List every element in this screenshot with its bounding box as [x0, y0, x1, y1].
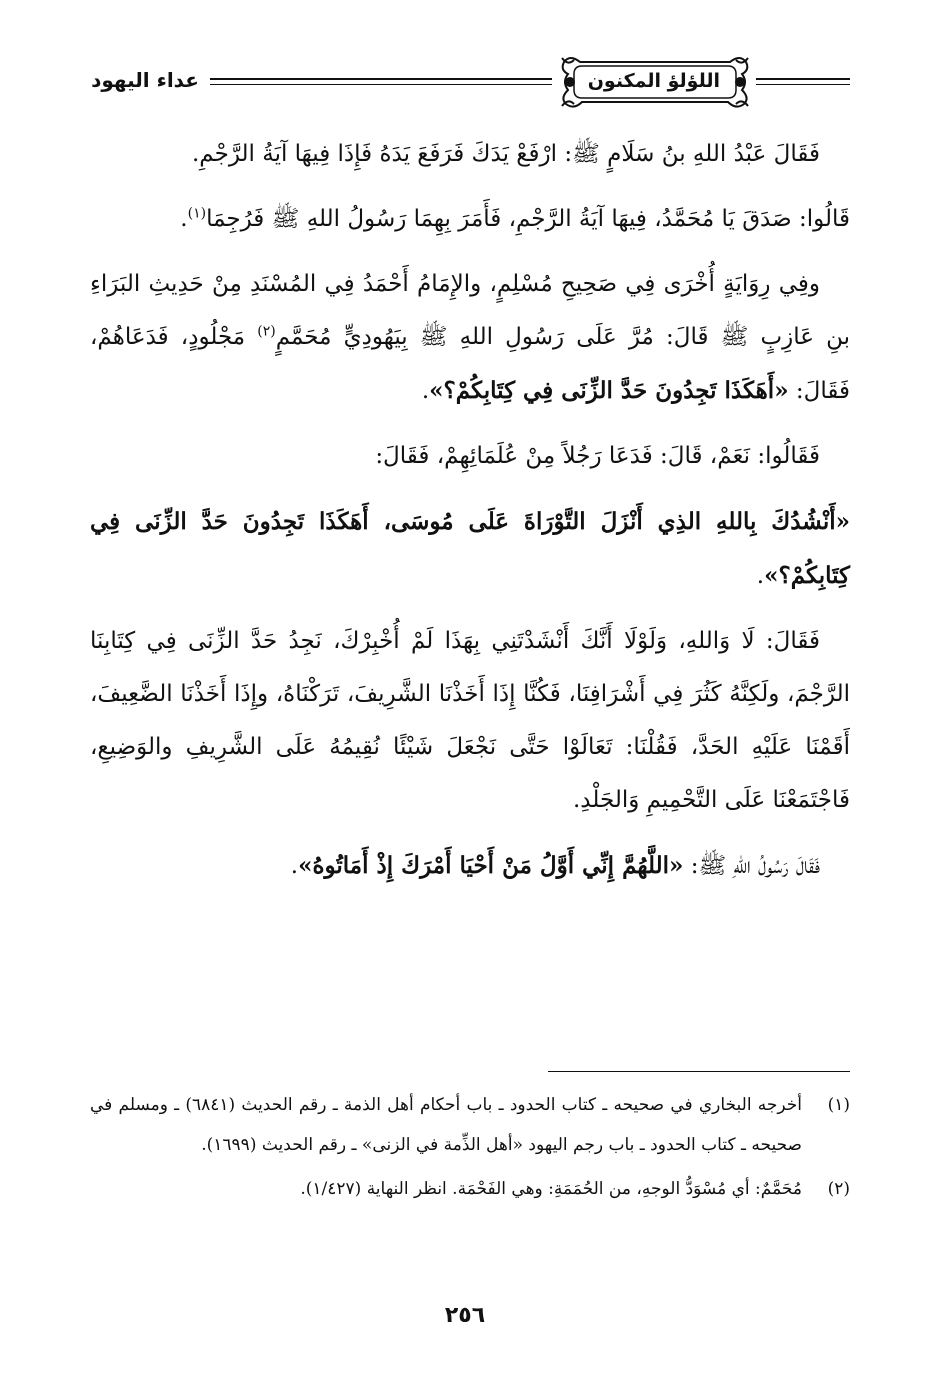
paragraph-3 [90, 258, 850, 418]
page-number: ٢٥٦ [444, 1303, 486, 1328]
chapter-title: عداء اليهود [91, 68, 199, 92]
paragraph-4: فَقَالُوا: نَعَمْ، قَالَ: فَدَعَا رَجُلاً مِنْ عُلَمَائِهِمْ، فَقَالَ: [375, 443, 820, 469]
main-text [90, 128, 850, 905]
book-title-ornament [560, 54, 750, 110]
footnote-ref-1: (١) [187, 205, 207, 222]
paragraph-7-quote: «اللَّهُمَّ إِنِّي أَوَّلُ مَنْ أَحْيَا أَمْرَكَ إِذْ أَمَاتُوهُ» [298, 852, 684, 879]
paragraph-6: فَقَالَ: لَا وَاللهِ، وَلَوْلَا أَنَّكَ أَنْشَدْتَنِي بِهَذَا لَمْ أُخْبِرْكَ، نَجِدُ حَدَّ الزِّنَى فِي كِتَابِنَا الرَّجْمَ، ولَكِنَّهُ كَثُرَ فِي أَشْرَافِنَا، فَكُنَّا إِذَا أَخَذْنَا الشَّرِيفَ، تَرَكْنَاهُ، وإِذَا أَخَذْنَا الضَّعِيفَ، أَقَمْنَا عَلَيْهِ الحَدَّ، فَقُلْنَا: تَعَالَوْا حَتَّى نَجْعَلَ شَيْئًا نُقِيمُهُ عَلَى الشَّرِيفِ والوَضِيعِ، فَاجْتَمَعْنَا عَلَى التَّحْمِيمِ وَالجَلْدِ. [90, 628, 850, 813]
book-title: اللؤلؤ المكنون [587, 70, 720, 92]
paragraph-5 [90, 495, 850, 603]
footnote-text: أخرجه البخاري في صحيحه ـ كتاب الحدود ـ باب أحكام أهل الذمة ـ رقم الحديث (٦٨٤١) ـ ومسلم في صحيحه ـ كتاب الحدود ـ باب رجم اليهود «أهل الذِّمة في الزنى» ـ رقم الحديث (١٦٩٩). [90, 1095, 802, 1155]
paragraph-2-end: . [180, 206, 188, 232]
header-rule-left-top [210, 78, 552, 80]
paragraph-2 [90, 193, 850, 246]
paragraph-1: فَقَالَ عَبْدُ اللهِ بنُ سَلَامٍ ﷺ: ارْفَعْ يَدَكَ فَرَفَعَ يَدَهُ فَإِذَا فِيهَا آيَةُ الرَّجْمِ. [192, 141, 820, 167]
footnote-1 [90, 1085, 850, 1165]
footnote-2 [90, 1169, 850, 1209]
footnote-ref-2: (٢) [257, 323, 276, 340]
paragraph-2-text: قَالُوا: صَدَقَ يَا مُحَمَّدُ، فِيهَا آيَةُ الرَّجْمِ، فَأَمَرَ بِهِمَا رَسُولُ اللهِ ﷺ فَرُجِمَا [206, 206, 850, 232]
paragraph-5-end: . [756, 563, 765, 589]
paragraph-7-end: . [290, 853, 299, 879]
footnote-number: (٢) [827, 1179, 850, 1199]
header-rule-right-top [756, 78, 850, 80]
footnote-number: (١) [827, 1095, 850, 1115]
paragraph-3-text: وفِي رِوَايَةٍ أُخْرَى فِي صَحِيحِ مُسْلِمٍ، والإِمَامُ أَحْمَدُ فِي المُسْنَدِ مِنْ حَدِيثِ البَرَاءِ بنِ عَازِبٍ ﷺ قَالَ: مُرَّ عَلَى رَسُولِ اللهِ ﷺ بِيَهُودِيٍّ مُحَمَّمٍ [90, 271, 851, 350]
paragraph-5-quote: «أَنْشُدُكَ بِاللهِ الذِي أَنْزَلَ التَّوْرَاةَ عَلَى مُوسَى، أَهَكَذَا تَجِدُونَ حَدَّ الزِّنَى فِي كِتَابِكُمْ؟» [90, 508, 850, 589]
paragraph-3-end: . [421, 378, 430, 404]
paragraph-7 [90, 839, 850, 893]
footnotes [90, 1085, 850, 1209]
header-rule-right-bottom [756, 84, 850, 85]
paragraph-3-quote: «أَهَكَذَا تَجِدُونَ حَدَّ الزِّنَى فِي كِتَابِكُمْ؟» [429, 377, 789, 404]
header-rule-left-bottom [210, 84, 552, 85]
footnote-text: مُحَمَّمٌ: أي مُسْوَدُّ الوجهِ، من الحُمَمَةِ: وهي الفَحْمَة. انظر النهاية (١/٤٢٧). [300, 1179, 802, 1199]
paragraph-3-middle: مَجْلُودٍ، فَدَعَاهُمْ، فَقَالَ: [90, 324, 850, 404]
footnote-separator [548, 1071, 850, 1072]
paragraph-7-text: فَقَالَ رَسُولُ اللهِ ﷺ: [683, 853, 820, 879]
